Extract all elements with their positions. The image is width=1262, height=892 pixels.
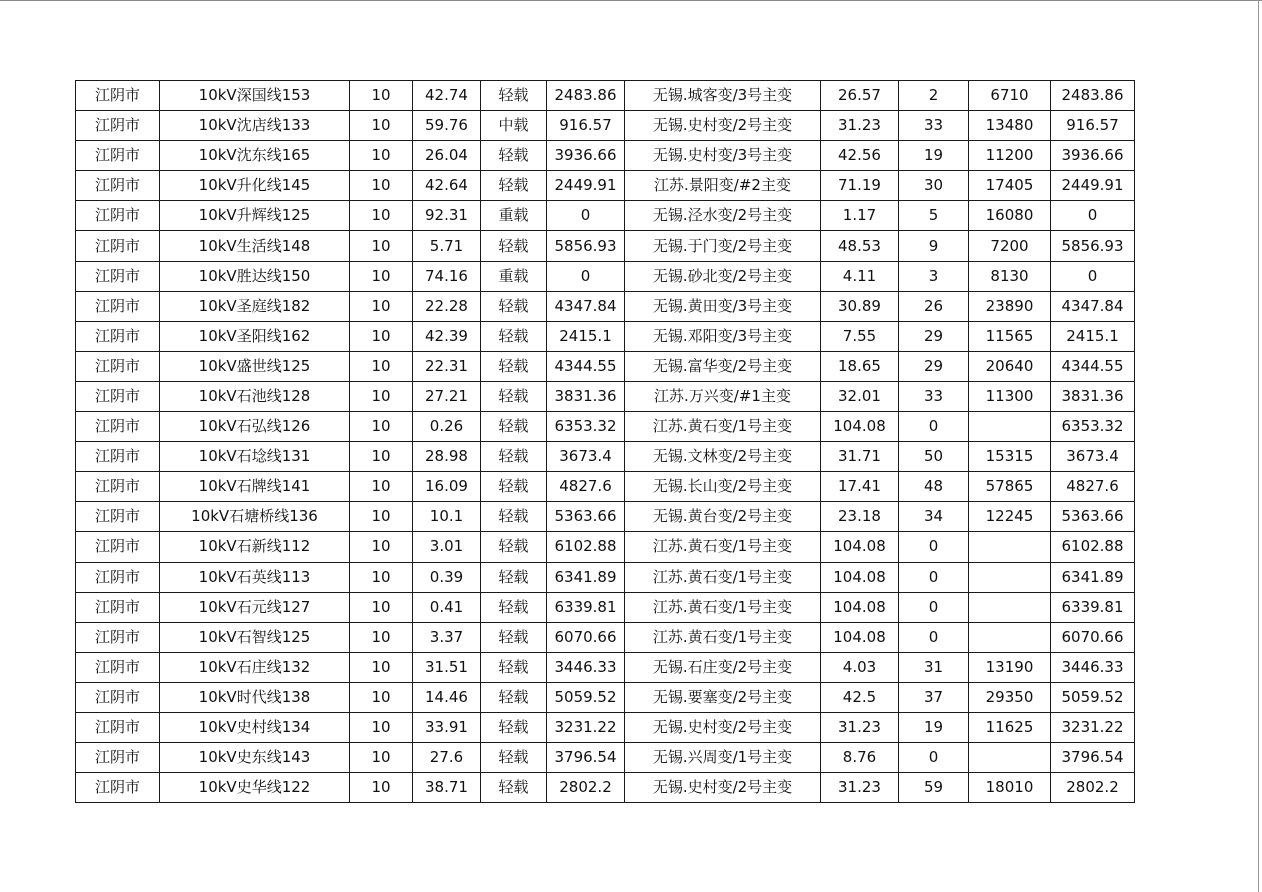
load-rate-cell: 92.31 <box>413 201 481 231</box>
count-cell: 29 <box>899 321 969 351</box>
feeder-name-cell: 10kV生活线148 <box>160 231 350 261</box>
available-capacity-cell: 916.57 <box>547 111 625 141</box>
load-rate-cell: 42.39 <box>413 321 481 351</box>
city-cell: 江阴市 <box>76 351 160 381</box>
transformer-load-rate-cell: 42.56 <box>821 141 899 171</box>
count-cell: 2 <box>899 81 969 111</box>
capacity-cell <box>969 592 1051 622</box>
count-cell: 50 <box>899 442 969 472</box>
open-capacity-cell: 6339.81 <box>1051 592 1135 622</box>
feeder-name-cell: 10kV石智线125 <box>160 622 350 652</box>
available-capacity-cell: 4344.55 <box>547 351 625 381</box>
table-row <box>76 412 1135 442</box>
available-capacity-cell: 2415.1 <box>547 321 625 351</box>
open-capacity-cell: 6102.88 <box>1051 532 1135 562</box>
transformer-cell: 无锡.史村变/2号主变 <box>625 773 821 803</box>
load-rate-cell: 10.1 <box>413 502 481 532</box>
transformer-load-rate-cell: 18.65 <box>821 351 899 381</box>
available-capacity-cell: 0 <box>547 201 625 231</box>
transformer-cell: 江苏.万兴变/#1主变 <box>625 381 821 411</box>
load-status-cell: 轻载 <box>481 141 547 171</box>
count-cell: 0 <box>899 532 969 562</box>
open-capacity-cell: 4347.84 <box>1051 291 1135 321</box>
capacity-cell: 23890 <box>969 291 1051 321</box>
voltage-cell: 10 <box>350 682 413 712</box>
city-cell: 江阴市 <box>76 773 160 803</box>
available-capacity-cell: 2483.86 <box>547 81 625 111</box>
open-capacity-cell: 5363.66 <box>1051 502 1135 532</box>
capacity-cell: 29350 <box>969 682 1051 712</box>
load-rate-cell: 27.6 <box>413 743 481 773</box>
count-cell: 37 <box>899 682 969 712</box>
load-rate-cell: 3.37 <box>413 622 481 652</box>
transformer-cell: 无锡.于门变/2号主变 <box>625 231 821 261</box>
feeder-name-cell: 10kV沈店线133 <box>160 111 350 141</box>
capacity-cell: 12245 <box>969 502 1051 532</box>
voltage-cell: 10 <box>350 111 413 141</box>
transformer-cell: 无锡.泾水变/2号主变 <box>625 201 821 231</box>
transformer-cell: 无锡.城客变/3号主变 <box>625 81 821 111</box>
transformer-load-rate-cell: 104.08 <box>821 562 899 592</box>
voltage-cell: 10 <box>350 622 413 652</box>
capacity-cell: 13480 <box>969 111 1051 141</box>
available-capacity-cell: 3231.22 <box>547 712 625 742</box>
load-status-cell: 轻载 <box>481 532 547 562</box>
open-capacity-cell: 3831.36 <box>1051 381 1135 411</box>
available-capacity-cell: 3831.36 <box>547 381 625 411</box>
load-rate-cell: 0.39 <box>413 562 481 592</box>
table-row <box>76 472 1135 502</box>
available-capacity-cell: 5856.93 <box>547 231 625 261</box>
table-row <box>76 171 1135 201</box>
city-cell: 江阴市 <box>76 532 160 562</box>
feeder-name-cell: 10kV石元线127 <box>160 592 350 622</box>
count-cell: 59 <box>899 773 969 803</box>
count-cell: 0 <box>899 743 969 773</box>
table-row <box>76 592 1135 622</box>
capacity-cell <box>969 562 1051 592</box>
table-row <box>76 81 1135 111</box>
city-cell: 江阴市 <box>76 261 160 291</box>
table-row <box>76 442 1135 472</box>
load-rate-cell: 31.51 <box>413 652 481 682</box>
count-cell: 9 <box>899 231 969 261</box>
transformer-load-rate-cell: 104.08 <box>821 592 899 622</box>
feeder-name-cell: 10kV沈东线165 <box>160 141 350 171</box>
table-row <box>76 773 1135 803</box>
available-capacity-cell: 0 <box>547 261 625 291</box>
transformer-load-rate-cell: 104.08 <box>821 412 899 442</box>
transformer-load-rate-cell: 104.08 <box>821 532 899 562</box>
load-rate-cell: 42.64 <box>413 171 481 201</box>
transformer-cell: 江苏.黄石变/1号主变 <box>625 412 821 442</box>
feeder-name-cell: 10kV石英线113 <box>160 562 350 592</box>
load-status-cell: 轻载 <box>481 472 547 502</box>
capacity-cell <box>969 532 1051 562</box>
available-capacity-cell: 4827.6 <box>547 472 625 502</box>
load-status-cell: 轻载 <box>481 502 547 532</box>
table-row <box>76 381 1135 411</box>
count-cell: 0 <box>899 622 969 652</box>
voltage-cell: 10 <box>350 141 413 171</box>
city-cell: 江阴市 <box>76 291 160 321</box>
voltage-cell: 10 <box>350 442 413 472</box>
capacity-cell: 57865 <box>969 472 1051 502</box>
open-capacity-cell: 2483.86 <box>1051 81 1135 111</box>
available-capacity-cell: 2449.91 <box>547 171 625 201</box>
voltage-cell: 10 <box>350 743 413 773</box>
open-capacity-cell: 2802.2 <box>1051 773 1135 803</box>
available-capacity-cell: 6339.81 <box>547 592 625 622</box>
available-capacity-cell: 3446.33 <box>547 652 625 682</box>
feeder-load-table <box>75 80 1135 803</box>
voltage-cell: 10 <box>350 171 413 201</box>
feeder-name-cell: 10kV升化线145 <box>160 171 350 201</box>
voltage-cell: 10 <box>350 321 413 351</box>
transformer-cell: 江苏.黄石变/1号主变 <box>625 562 821 592</box>
city-cell: 江阴市 <box>76 562 160 592</box>
load-rate-cell: 42.74 <box>413 81 481 111</box>
transformer-cell: 江苏.黄石变/1号主变 <box>625 622 821 652</box>
city-cell: 江阴市 <box>76 682 160 712</box>
table-row <box>76 351 1135 381</box>
load-rate-cell: 59.76 <box>413 111 481 141</box>
transformer-load-rate-cell: 23.18 <box>821 502 899 532</box>
load-status-cell: 轻载 <box>481 381 547 411</box>
page-right-edge <box>1258 0 1259 892</box>
capacity-cell: 17405 <box>969 171 1051 201</box>
table-row <box>76 562 1135 592</box>
transformer-load-rate-cell: 31.71 <box>821 442 899 472</box>
capacity-cell: 20640 <box>969 351 1051 381</box>
available-capacity-cell: 3936.66 <box>547 141 625 171</box>
load-rate-cell: 5.71 <box>413 231 481 261</box>
transformer-cell: 江苏.黄石变/1号主变 <box>625 592 821 622</box>
voltage-cell: 10 <box>350 712 413 742</box>
city-cell: 江阴市 <box>76 141 160 171</box>
load-rate-cell: 26.04 <box>413 141 481 171</box>
capacity-cell: 8130 <box>969 261 1051 291</box>
load-rate-cell: 22.31 <box>413 351 481 381</box>
load-rate-cell: 38.71 <box>413 773 481 803</box>
feeder-name-cell: 10kV石埝线131 <box>160 442 350 472</box>
available-capacity-cell: 6070.66 <box>547 622 625 652</box>
city-cell: 江阴市 <box>76 442 160 472</box>
voltage-cell: 10 <box>350 291 413 321</box>
capacity-cell: 11200 <box>969 141 1051 171</box>
feeder-name-cell: 10kV深国线153 <box>160 81 350 111</box>
transformer-cell: 无锡.要塞变/2号主变 <box>625 682 821 712</box>
transformer-cell: 无锡.史村变/2号主变 <box>625 111 821 141</box>
voltage-cell: 10 <box>350 201 413 231</box>
count-cell: 0 <box>899 592 969 622</box>
open-capacity-cell: 6353.32 <box>1051 412 1135 442</box>
load-status-cell: 轻载 <box>481 712 547 742</box>
capacity-cell: 13190 <box>969 652 1051 682</box>
open-capacity-cell: 3673.4 <box>1051 442 1135 472</box>
transformer-load-rate-cell: 26.57 <box>821 81 899 111</box>
table-row <box>76 231 1135 261</box>
feeder-name-cell: 10kV石池线128 <box>160 381 350 411</box>
voltage-cell: 10 <box>350 412 413 442</box>
capacity-cell: 16080 <box>969 201 1051 231</box>
capacity-cell: 15315 <box>969 442 1051 472</box>
city-cell: 江阴市 <box>76 622 160 652</box>
city-cell: 江阴市 <box>76 81 160 111</box>
voltage-cell: 10 <box>350 472 413 502</box>
load-status-cell: 轻载 <box>481 562 547 592</box>
transformer-cell: 无锡.史村变/2号主变 <box>625 712 821 742</box>
available-capacity-cell: 4347.84 <box>547 291 625 321</box>
transformer-cell: 无锡.文林变/2号主变 <box>625 442 821 472</box>
count-cell: 29 <box>899 351 969 381</box>
transformer-load-rate-cell: 31.23 <box>821 712 899 742</box>
load-status-cell: 轻载 <box>481 652 547 682</box>
page-top-edge <box>0 0 1262 1</box>
transformer-load-rate-cell: 104.08 <box>821 622 899 652</box>
feeder-name-cell: 10kV圣阳线162 <box>160 321 350 351</box>
available-capacity-cell: 5059.52 <box>547 682 625 712</box>
feeder-name-cell: 10kV胜达线150 <box>160 261 350 291</box>
table-row <box>76 622 1135 652</box>
load-status-cell: 轻载 <box>481 622 547 652</box>
voltage-cell: 10 <box>350 231 413 261</box>
load-status-cell: 轻载 <box>481 231 547 261</box>
table-row <box>76 291 1135 321</box>
city-cell: 江阴市 <box>76 111 160 141</box>
voltage-cell: 10 <box>350 81 413 111</box>
load-status-cell: 重载 <box>481 201 547 231</box>
capacity-cell: 11300 <box>969 381 1051 411</box>
city-cell: 江阴市 <box>76 321 160 351</box>
feeder-name-cell: 10kV史华线122 <box>160 773 350 803</box>
feeder-name-cell: 10kV石弘线126 <box>160 412 350 442</box>
open-capacity-cell: 2449.91 <box>1051 171 1135 201</box>
capacity-cell: 11625 <box>969 712 1051 742</box>
open-capacity-cell: 3231.22 <box>1051 712 1135 742</box>
table-row <box>76 502 1135 532</box>
load-rate-cell: 27.21 <box>413 381 481 411</box>
load-status-cell: 轻载 <box>481 171 547 201</box>
transformer-load-rate-cell: 48.53 <box>821 231 899 261</box>
voltage-cell: 10 <box>350 532 413 562</box>
voltage-cell: 10 <box>350 261 413 291</box>
count-cell: 3 <box>899 261 969 291</box>
open-capacity-cell: 4344.55 <box>1051 351 1135 381</box>
transformer-cell: 无锡.邓阳变/3号主变 <box>625 321 821 351</box>
table-row <box>76 532 1135 562</box>
count-cell: 31 <box>899 652 969 682</box>
city-cell: 江阴市 <box>76 472 160 502</box>
available-capacity-cell: 2802.2 <box>547 773 625 803</box>
city-cell: 江阴市 <box>76 231 160 261</box>
transformer-cell: 无锡.史村变/3号主变 <box>625 141 821 171</box>
feeder-name-cell: 10kV石塘桥线136 <box>160 502 350 532</box>
available-capacity-cell: 3796.54 <box>547 743 625 773</box>
transformer-cell: 无锡.长山变/2号主变 <box>625 472 821 502</box>
city-cell: 江阴市 <box>76 592 160 622</box>
available-capacity-cell: 6102.88 <box>547 532 625 562</box>
feeder-name-cell: 10kV史东线143 <box>160 743 350 773</box>
load-rate-cell: 0.41 <box>413 592 481 622</box>
transformer-load-rate-cell: 71.19 <box>821 171 899 201</box>
available-capacity-cell: 5363.66 <box>547 502 625 532</box>
count-cell: 19 <box>899 712 969 742</box>
transformer-load-rate-cell: 8.76 <box>821 743 899 773</box>
voltage-cell: 10 <box>350 592 413 622</box>
count-cell: 34 <box>899 502 969 532</box>
transformer-load-rate-cell: 31.23 <box>821 111 899 141</box>
available-capacity-cell: 6341.89 <box>547 562 625 592</box>
transformer-cell: 江苏.黄石变/1号主变 <box>625 532 821 562</box>
capacity-cell <box>969 622 1051 652</box>
load-rate-cell: 22.28 <box>413 291 481 321</box>
count-cell: 33 <box>899 381 969 411</box>
table-row <box>76 682 1135 712</box>
available-capacity-cell: 3673.4 <box>547 442 625 472</box>
feeder-name-cell: 10kV圣庭线182 <box>160 291 350 321</box>
transformer-load-rate-cell: 31.23 <box>821 773 899 803</box>
load-rate-cell: 74.16 <box>413 261 481 291</box>
transformer-load-rate-cell: 42.5 <box>821 682 899 712</box>
transformer-load-rate-cell: 7.55 <box>821 321 899 351</box>
count-cell: 19 <box>899 141 969 171</box>
open-capacity-cell: 0 <box>1051 261 1135 291</box>
capacity-cell: 18010 <box>969 773 1051 803</box>
count-cell: 0 <box>899 562 969 592</box>
load-status-cell: 轻载 <box>481 682 547 712</box>
transformer-load-rate-cell: 32.01 <box>821 381 899 411</box>
capacity-cell: 7200 <box>969 231 1051 261</box>
city-cell: 江阴市 <box>76 652 160 682</box>
load-rate-cell: 14.46 <box>413 682 481 712</box>
load-rate-cell: 33.91 <box>413 712 481 742</box>
open-capacity-cell: 4827.6 <box>1051 472 1135 502</box>
count-cell: 26 <box>899 291 969 321</box>
transformer-load-rate-cell: 30.89 <box>821 291 899 321</box>
voltage-cell: 10 <box>350 502 413 532</box>
feeder-name-cell: 10kV升辉线125 <box>160 201 350 231</box>
load-status-cell: 轻载 <box>481 321 547 351</box>
transformer-cell: 无锡.黄台变/2号主变 <box>625 502 821 532</box>
transformer-cell: 无锡.黄田变/3号主变 <box>625 291 821 321</box>
transformer-cell: 无锡.石庄变/2号主变 <box>625 652 821 682</box>
capacity-cell: 6710 <box>969 81 1051 111</box>
feeder-name-cell: 10kV石牌线141 <box>160 472 350 502</box>
city-cell: 江阴市 <box>76 712 160 742</box>
count-cell: 0 <box>899 412 969 442</box>
table-row <box>76 261 1135 291</box>
feeder-name-cell: 10kV石庄线132 <box>160 652 350 682</box>
table-row <box>76 321 1135 351</box>
count-cell: 48 <box>899 472 969 502</box>
open-capacity-cell: 3446.33 <box>1051 652 1135 682</box>
open-capacity-cell: 5856.93 <box>1051 231 1135 261</box>
load-status-cell: 轻载 <box>481 351 547 381</box>
load-status-cell: 轻载 <box>481 291 547 321</box>
city-cell: 江阴市 <box>76 412 160 442</box>
count-cell: 30 <box>899 171 969 201</box>
voltage-cell: 10 <box>350 773 413 803</box>
city-cell: 江阴市 <box>76 201 160 231</box>
table-row <box>76 201 1135 231</box>
open-capacity-cell: 6341.89 <box>1051 562 1135 592</box>
load-status-cell: 重载 <box>481 261 547 291</box>
load-rate-cell: 0.26 <box>413 412 481 442</box>
capacity-cell <box>969 743 1051 773</box>
open-capacity-cell: 2415.1 <box>1051 321 1135 351</box>
count-cell: 5 <box>899 201 969 231</box>
feeder-name-cell: 10kV史村线134 <box>160 712 350 742</box>
table-row <box>76 111 1135 141</box>
feeder-name-cell: 10kV盛世线125 <box>160 351 350 381</box>
feeder-name-cell: 10kV石新线112 <box>160 532 350 562</box>
transformer-cell: 江苏.景阳变/#2主变 <box>625 171 821 201</box>
voltage-cell: 10 <box>350 562 413 592</box>
table-row <box>76 141 1135 171</box>
open-capacity-cell: 3936.66 <box>1051 141 1135 171</box>
count-cell: 33 <box>899 111 969 141</box>
feeder-name-cell: 10kV时代线138 <box>160 682 350 712</box>
load-status-cell: 轻载 <box>481 81 547 111</box>
load-status-cell: 中载 <box>481 111 547 141</box>
city-cell: 江阴市 <box>76 502 160 532</box>
voltage-cell: 10 <box>350 351 413 381</box>
transformer-cell: 无锡.富华变/2号主变 <box>625 351 821 381</box>
available-capacity-cell: 6353.32 <box>547 412 625 442</box>
load-status-cell: 轻载 <box>481 412 547 442</box>
table-row <box>76 652 1135 682</box>
table-row <box>76 743 1135 773</box>
load-rate-cell: 28.98 <box>413 442 481 472</box>
load-status-cell: 轻载 <box>481 743 547 773</box>
table-body <box>76 81 1135 803</box>
transformer-load-rate-cell: 17.41 <box>821 472 899 502</box>
load-rate-cell: 16.09 <box>413 472 481 502</box>
transformer-load-rate-cell: 4.03 <box>821 652 899 682</box>
open-capacity-cell: 5059.52 <box>1051 682 1135 712</box>
open-capacity-cell: 3796.54 <box>1051 743 1135 773</box>
load-status-cell: 轻载 <box>481 773 547 803</box>
voltage-cell: 10 <box>350 652 413 682</box>
open-capacity-cell: 0 <box>1051 201 1135 231</box>
city-cell: 江阴市 <box>76 743 160 773</box>
transformer-cell: 无锡.砂北变/2号主变 <box>625 261 821 291</box>
city-cell: 江阴市 <box>76 171 160 201</box>
transformer-load-rate-cell: 1.17 <box>821 201 899 231</box>
open-capacity-cell: 6070.66 <box>1051 622 1135 652</box>
table-row <box>76 712 1135 742</box>
capacity-cell: 11565 <box>969 321 1051 351</box>
load-status-cell: 轻载 <box>481 592 547 622</box>
voltage-cell: 10 <box>350 381 413 411</box>
transformer-cell: 无锡.兴周变/1号主变 <box>625 743 821 773</box>
city-cell: 江阴市 <box>76 381 160 411</box>
transformer-load-rate-cell: 4.11 <box>821 261 899 291</box>
load-status-cell: 轻载 <box>481 442 547 472</box>
open-capacity-cell: 916.57 <box>1051 111 1135 141</box>
capacity-cell <box>969 412 1051 442</box>
load-rate-cell: 3.01 <box>413 532 481 562</box>
